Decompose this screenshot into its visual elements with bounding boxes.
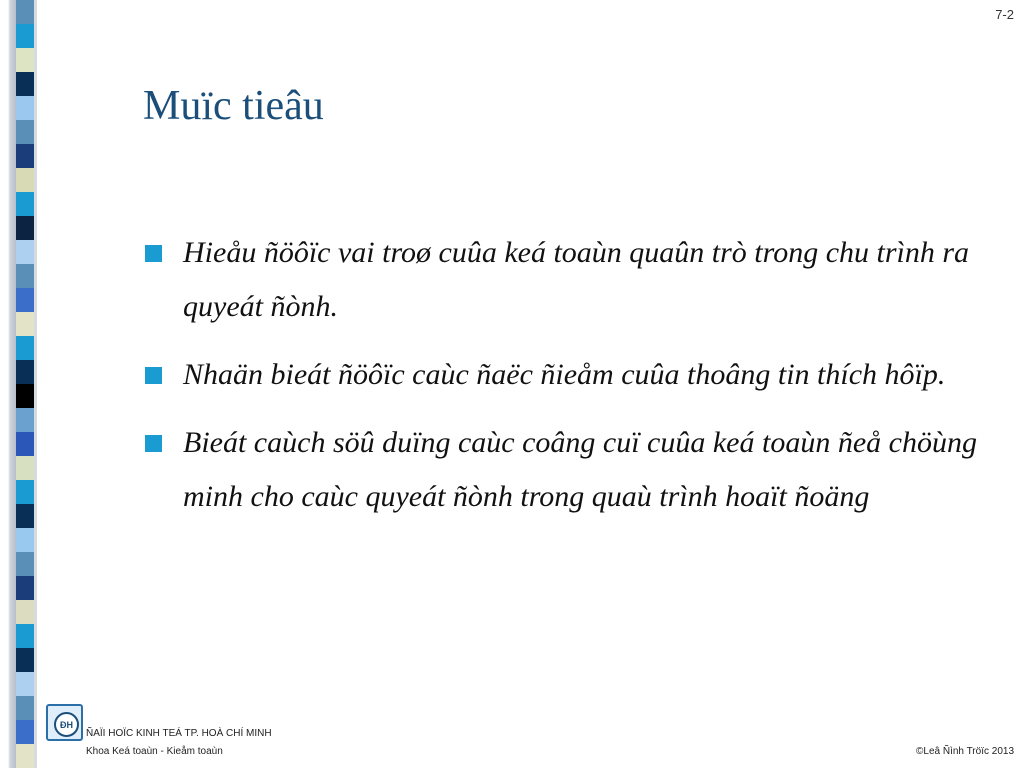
color-block: [16, 456, 34, 480]
color-block: [16, 360, 34, 384]
color-block: [16, 648, 34, 672]
color-block: [16, 600, 34, 624]
footer-school-name: ÑAÏI HOÏC KINH TEÁ TP. HOÀ CHÍ MINH: [86, 728, 272, 739]
color-block: [16, 624, 34, 648]
color-block: [16, 288, 34, 312]
footer-copyright: ©Leâ Ñình Tröïc 2013: [916, 746, 1014, 757]
footer-department: Khoa Keá toaùn - Kieåm toaùn: [86, 746, 223, 757]
bullet-item: [143, 226, 993, 334]
square-bullet-icon: [145, 435, 162, 452]
color-block: [16, 0, 34, 24]
color-block: [16, 48, 34, 72]
bullet-text: Nhaän bieát ñöôïc caùc ñaëc ñieåm cuûa thoâng tin thích hôïp.: [183, 358, 946, 391]
color-block: [16, 240, 34, 264]
color-block: [16, 96, 34, 120]
slide-title: Muïc tieâu: [143, 83, 324, 129]
color-block: [16, 528, 34, 552]
color-block: [16, 72, 34, 96]
color-block: [16, 552, 34, 576]
square-bullet-icon: [145, 367, 162, 384]
color-block: [16, 144, 34, 168]
bullet-item: [143, 416, 993, 524]
color-block: [16, 576, 34, 600]
bullet-text: Hieåu ñöôïc vai troø cuûa keá toaùn quaûn trò trong chu trình ra quyeát ñònh.: [183, 236, 970, 323]
color-block: [16, 336, 34, 360]
color-block: [16, 432, 34, 456]
bullet-list: [143, 226, 993, 538]
color-block: [16, 408, 34, 432]
slide-footer: [0, 698, 1024, 768]
color-bar-shadow: [34, 0, 37, 768]
color-block-bar: [16, 0, 34, 768]
logo-emblem: ĐH: [54, 712, 79, 737]
color-block: [16, 480, 34, 504]
color-block: [16, 120, 34, 144]
color-block: [16, 672, 34, 696]
color-block: [16, 24, 34, 48]
square-bullet-icon: [145, 245, 162, 262]
bullet-text: Bieát caùch söû duïng caùc coâng cuï cuûa keá toaùn ñeå chöùng minh cho caùc quyeát ñònh trong quaù trình hoaït ñoäng: [183, 426, 977, 513]
university-logo: [46, 704, 83, 741]
color-block: [16, 216, 34, 240]
color-block: [16, 384, 34, 408]
slide-number: 7-2: [995, 7, 1014, 22]
color-block: [16, 168, 34, 192]
bullet-item: [143, 348, 993, 402]
color-block: [16, 504, 34, 528]
color-block: [16, 312, 34, 336]
color-block: [16, 192, 34, 216]
color-block: [16, 264, 34, 288]
